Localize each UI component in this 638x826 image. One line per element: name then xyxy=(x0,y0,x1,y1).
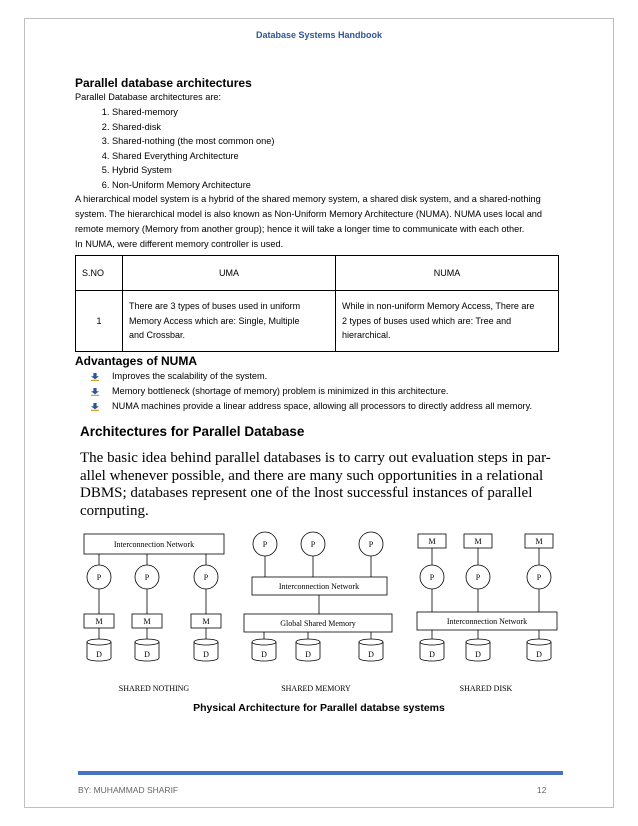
interconnection-label: Interconnection Network xyxy=(113,540,195,549)
scan-title: Architectures for Parallel Database xyxy=(80,424,305,439)
memory-label: M xyxy=(428,537,436,546)
list-item: 4. Shared Everything Architecture xyxy=(112,149,565,164)
memory-label: M xyxy=(95,617,103,626)
page-header: Database Systems Handbook xyxy=(255,30,383,40)
paragraph-line: remote memory (Memory from another group); hence it will take a longer time to communicate with each other. xyxy=(75,224,525,234)
list-item: 6. Non-Uniform Memory Architecture xyxy=(112,178,565,193)
footer-author: BY: MUHAMMAD SHARIF xyxy=(78,785,179,795)
processor-label: P xyxy=(429,573,435,582)
table-header-sno: S.NO xyxy=(76,256,123,291)
figure-caption: Physical Architecture for Parallel databse systems xyxy=(193,702,445,714)
interconnection-label: Interconnection Network xyxy=(278,582,360,591)
main-content xyxy=(75,76,565,414)
processor-label: P xyxy=(96,573,102,582)
processor-label: P xyxy=(475,573,481,582)
caption-shared-memory: SHARED MEMORY xyxy=(281,684,351,693)
list-item: 3. Shared-nothing (the most common one) xyxy=(112,134,565,149)
disk-label: D xyxy=(305,650,311,659)
arrow-bullet-icon xyxy=(91,373,99,381)
list-item xyxy=(91,399,565,414)
table-cell-numa xyxy=(336,291,559,352)
advantages-heading: Advantages of NUMA xyxy=(75,354,198,368)
processor-label: P xyxy=(203,573,209,582)
disk-label: D xyxy=(475,650,481,659)
list-item: 1. Shared-memory xyxy=(112,105,565,120)
cell-line: While in non-uniform Memory Access, There are xyxy=(342,301,535,312)
scan-body xyxy=(80,450,565,520)
memory-label: M xyxy=(474,537,482,546)
cell-line: There are 3 types of buses used in uniform xyxy=(129,301,301,312)
list-item: 5. Hybrid System xyxy=(112,163,565,178)
shared-nothing-diagram xyxy=(84,534,224,693)
disk-label: D xyxy=(429,650,435,659)
table-header-uma: UMA xyxy=(123,256,336,291)
scan-line: allel whenever possible, and there are many such opportunities in a relational xyxy=(80,467,544,484)
advantage-text: Improves the scalability of the system. xyxy=(112,371,268,381)
processor-label: P xyxy=(536,573,542,582)
memory-label: M xyxy=(143,617,151,626)
architecture-list xyxy=(75,105,565,192)
table-header-row xyxy=(76,256,559,291)
interconnection-label: Interconnection Network xyxy=(446,617,528,626)
list-item: 2. Shared-disk xyxy=(112,120,565,135)
cell-line: hierarchical. xyxy=(342,330,391,341)
global-memory-label: Global Shared Memory xyxy=(280,619,356,628)
processor-label: P xyxy=(310,540,316,549)
paragraph-line: system. The hierarchical model is also known as Non-Uniform Memory Architecture (NUMA). NUMA uses local and xyxy=(75,209,543,219)
disk-label: D xyxy=(536,650,542,659)
scan-line: The basic idea behind parallel databases is to carry out evaluation steps in par- xyxy=(80,450,551,466)
memory-label: M xyxy=(535,537,543,546)
footer-divider xyxy=(78,771,563,775)
advantage-text: Memory bottleneck (shortage of memory) problem is minimized in this architecture. xyxy=(112,386,449,396)
paragraph-line: A hierarchical model system is a hybrid of the shared memory system, a shared disk system, and a shared-nothing xyxy=(75,194,541,204)
disk-label: D xyxy=(368,650,374,659)
advantage-text: NUMA machines provide a linear address space, allowing all processors to directly address all memory. xyxy=(112,401,533,411)
caption-shared-disk: SHARED DISK xyxy=(459,684,513,693)
scan-line: DBMS; databases represent one of the lnost successful instances of parallel xyxy=(80,485,533,501)
table-cell-sno: 1 xyxy=(76,291,123,352)
shared-memory-diagram xyxy=(244,532,392,693)
table-row xyxy=(76,291,559,352)
arrow-bullet-icon xyxy=(91,388,99,396)
paragraph-line: In NUMA, were different memory controller is used. xyxy=(75,239,284,249)
table-header-numa: NUMA xyxy=(336,256,559,291)
memory-label: M xyxy=(202,617,210,626)
section-heading: Parallel database architectures xyxy=(75,76,252,90)
disk-label: D xyxy=(96,650,102,659)
processor-label: P xyxy=(144,573,150,582)
section-intro: Parallel Database architectures are: xyxy=(75,92,222,102)
processor-label: P xyxy=(262,540,268,549)
processor-label: P xyxy=(368,540,374,549)
caption-shared-nothing: SHARED NOTHING xyxy=(118,684,190,693)
list-item xyxy=(91,384,565,399)
shared-disk-diagram xyxy=(417,534,557,693)
cell-line: 2 types of buses used which are: Tree and xyxy=(342,315,512,326)
uma-numa-table xyxy=(75,255,559,352)
list-item xyxy=(91,369,565,384)
disk-label: D xyxy=(261,650,267,659)
disk-label: D xyxy=(144,650,150,659)
architecture-diagram xyxy=(74,522,574,697)
scan-line: cornputing. xyxy=(80,502,149,519)
cell-line: and Crossbar. xyxy=(129,330,186,341)
advantages-list xyxy=(75,369,565,414)
cell-line: Memory Access which are: Single, Multiple xyxy=(129,315,300,326)
arrow-bullet-icon xyxy=(91,403,99,411)
disk-label: D xyxy=(203,650,209,659)
page-number: 12 xyxy=(537,785,547,795)
table-cell-uma xyxy=(123,291,336,352)
hierarchical-paragraph xyxy=(75,192,565,252)
